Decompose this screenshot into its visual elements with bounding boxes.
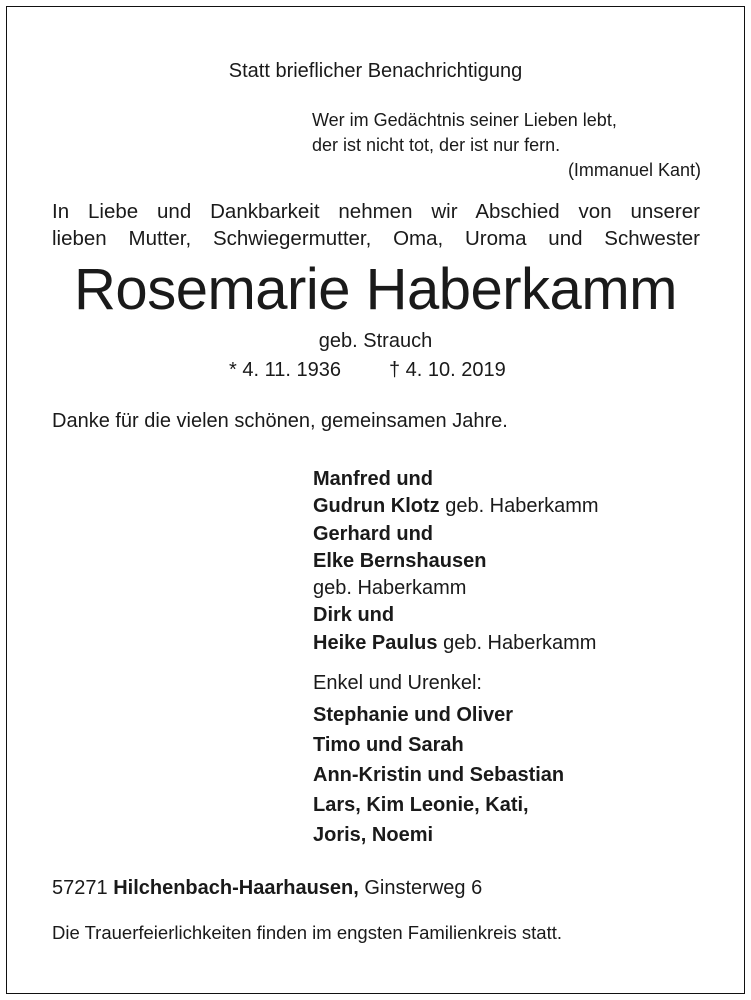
family-3-maiden: geb. Haberkamm [437, 631, 597, 654]
grandchildren-line: Timo und Sarah [313, 734, 464, 757]
quote-line-2: der ist nicht tot, der ist nur fern. [312, 135, 561, 155]
family-1-line-1: Manfred und [313, 468, 433, 490]
family-3-line-1: Dirk und [313, 604, 395, 627]
quote-block [312, 108, 701, 183]
address-city: Hilchenbach-Haarhausen, [113, 877, 359, 899]
grandchildren-label: Enkel und Urenkel: [313, 672, 482, 695]
lead-line-1: In Liebe und Dankbarkeit nehmen wir Abschied von unserer [52, 200, 700, 223]
closing-note: Die Trauerfeierlichkeiten finden im engsten Familienkreis statt. [52, 922, 563, 943]
lead-text [52, 198, 700, 252]
death-date: † 4. 10. 2019 [389, 359, 506, 381]
birth-date: * 4. 11. 1936 [229, 359, 341, 381]
address-zip: 57271 [52, 877, 108, 899]
deceased-name: Rosemarie Haberkamm [74, 257, 677, 322]
lead-line-2: lieben Mutter, Schwiegermutter, Oma, Uroma und Schwester [52, 227, 700, 250]
family-2-maiden: geb. Haberkamm [313, 577, 467, 600]
quote-line-1: Wer im Gedächtnis seiner Lieben lebt, [312, 110, 617, 130]
grandchildren-line: Stephanie und Oliver [313, 704, 514, 727]
mourners-list [313, 466, 599, 850]
address-street: Ginsterweg 6 [364, 877, 483, 899]
maiden-name: geb. Strauch [318, 330, 433, 352]
family-2-line-1: Gerhard und [313, 522, 434, 545]
family-1-name: Gudrun Klotz [313, 495, 440, 518]
grandchildren-line: Joris, Noemi [313, 824, 434, 847]
family-3-name: Heike Paulus [313, 631, 438, 654]
grandchildren-line: Ann-Kristin und Sebastian [313, 764, 565, 787]
family-1-maiden: geb. Haberkamm [439, 495, 599, 518]
thanks-line: Danke für die vielen schönen, gemeinsamen Jahre. [52, 410, 508, 432]
notice-header: Statt brieflicher Benachrichtigung [228, 60, 523, 82]
address-line [52, 877, 482, 900]
quote-author: (Immanuel Kant) [567, 160, 701, 180]
family-2-name: Elke Bernshausen [313, 549, 487, 572]
grandchildren-line: Lars, Kim Leonie, Kati, [313, 794, 529, 817]
